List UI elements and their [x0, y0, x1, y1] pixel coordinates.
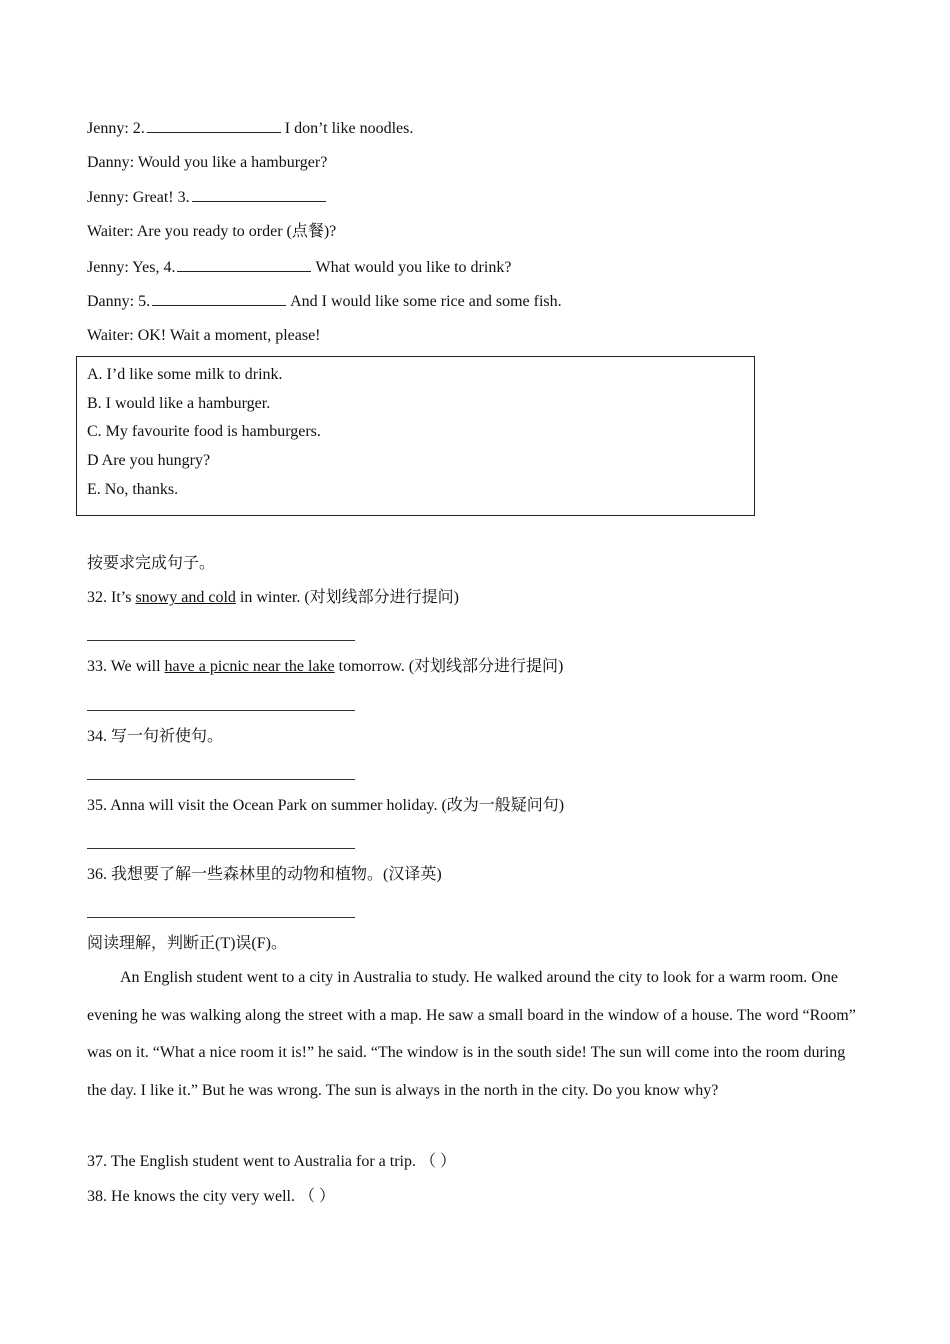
dialogue-line-3 [87, 187, 330, 208]
reading-passage: An English student went to a city in Australia to study. He walked around the city to look for a warm room. One evening he was walking along the street with a map. He saw a small board in the window of a house. The word “Room” was on it. “What a nice room it is!” he said. “The window is in the south side! The sun will come into the room during the day. I like it.” But he was wrong. The sun is always in the north in the city. Do you know why? [87, 969, 856, 1099]
answer-blank-4[interactable] [177, 257, 311, 272]
dialogue-line: Danny: Would you like a hamburger? [87, 154, 328, 171]
question-37: 37. The English student went to Australia for a trip. （ ） [87, 1153, 456, 1170]
answer-line-36[interactable] [87, 917, 355, 918]
question-text: in winter. (对划线部分进行提问) [235, 589, 459, 606]
answer-blank-3[interactable] [192, 187, 326, 202]
option-b: B. I would like a hamburger. [87, 395, 271, 412]
underlined-phrase: snowy and cold [135, 589, 236, 606]
question-33 [87, 657, 563, 677]
answer-blank-2[interactable] [147, 118, 281, 133]
question-text: 33. We will [87, 658, 165, 675]
option-d: D Are you hungry? [87, 452, 211, 469]
dialogue-line-4 [87, 257, 511, 278]
dialogue-line: Waiter: Are you ready to order (点餐)? [87, 223, 337, 240]
dialogue-line-2 [87, 118, 413, 139]
answer-line-33[interactable] [87, 710, 355, 711]
dialogue-speaker: Danny: 5. [87, 293, 151, 310]
option-e: E. No, thanks. [87, 481, 179, 498]
question-34: 34. 写一句祈使句。 [87, 728, 224, 745]
question-text: tomorrow. (对划线部分进行提问) [334, 658, 564, 675]
dialogue-speaker: Jenny: 2. [87, 120, 145, 137]
dialogue-text: What would you like to drink? [315, 259, 512, 276]
dialogue-line: Waiter: OK! Wait a moment, please! [87, 327, 321, 344]
answer-line-35[interactable] [87, 848, 355, 849]
dialogue-text: And I would like some rice and some fish. [290, 293, 562, 310]
question-32 [87, 588, 459, 608]
dialogue-speaker: Jenny: Great! 3. [87, 189, 190, 206]
section-heading: 阅读理解，判断正(T)误(F)。 [87, 935, 287, 952]
dialogue-speaker: Jenny: Yes, 4. [87, 259, 176, 276]
option-c: C. My favourite food is hamburgers. [87, 423, 321, 440]
question-36: 36. 我想要了解一些森林里的动物和植物。(汉译英) [87, 866, 442, 883]
question-35: 35. Anna will visit the Ocean Park on summer holiday. (改为一般疑问句) [87, 797, 565, 814]
answer-blank-5[interactable] [152, 291, 286, 306]
question-text: 32. It’s [87, 589, 136, 606]
section-heading: 按要求完成句子。 [87, 555, 216, 572]
underlined-phrase: have a picnic near the lake [164, 658, 335, 675]
answer-line-34[interactable] [87, 779, 355, 780]
question-38: 38. He knows the city very well. （ ） [87, 1188, 335, 1205]
option-a: A. I’d like some milk to drink. [87, 366, 283, 383]
dialogue-text: I don’t like noodles. [284, 120, 414, 137]
answer-line-32[interactable] [87, 640, 355, 641]
options-box [76, 356, 755, 516]
dialogue-line-5 [87, 291, 562, 312]
